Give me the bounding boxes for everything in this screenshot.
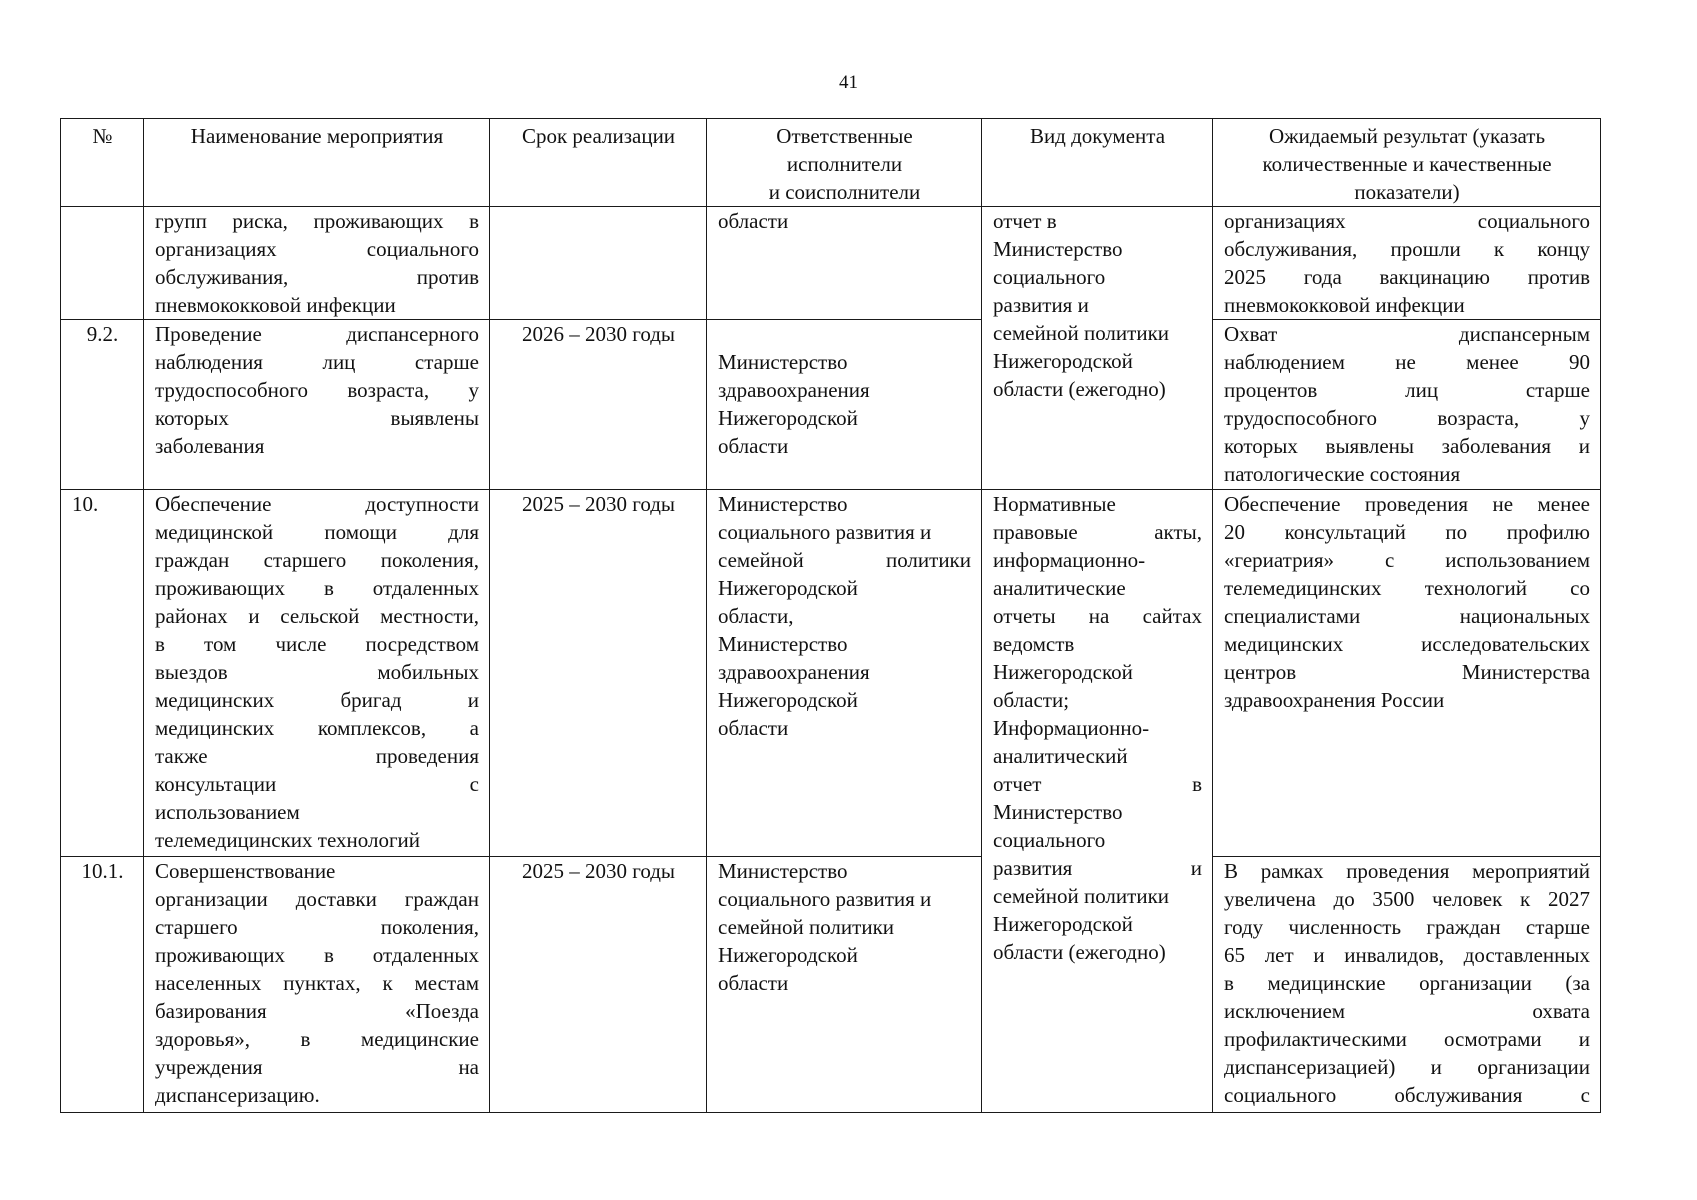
text-line: социального	[993, 265, 1106, 289]
text-line: профилактическими осмотрами и	[1224, 1027, 1590, 1051]
text-line: отчет в	[993, 209, 1057, 233]
text-line: в медицинские организации (за	[1224, 971, 1590, 995]
text-line: трудоспособного возраста, у	[155, 378, 479, 402]
text-line: семейной политики	[993, 884, 1170, 908]
text-line: году численность граждан старше	[1224, 915, 1590, 939]
text-line: также проведения	[155, 744, 479, 768]
text-line: Нижегородской	[718, 576, 858, 600]
text-line: наблюдения лиц старше	[155, 350, 479, 374]
cell-document-type	[982, 207, 1213, 490]
cell-responsible	[707, 320, 982, 490]
text-line: Нормативные	[993, 492, 1116, 516]
header-expected-result	[1213, 119, 1601, 207]
text-line: проживающих в отдаленных	[155, 943, 479, 967]
text-line: Информационно-	[993, 716, 1150, 740]
text-line: области	[718, 716, 789, 740]
cell-measure-name	[144, 320, 490, 490]
text-line: 65 лет и инвалидов, доставленных	[1224, 943, 1590, 967]
header-number: №	[61, 119, 144, 207]
cell-expected-result	[1213, 320, 1601, 490]
text-line: диспансеризацию.	[155, 1083, 320, 1107]
header-term: Срок реализации	[490, 119, 707, 207]
text-line: исключением охвата	[1224, 999, 1590, 1023]
text-line: заболевания	[155, 434, 265, 458]
text-line: области	[718, 971, 789, 995]
header-responsible-line: Ответственные	[776, 124, 913, 148]
text-line: медицинской помощи для	[155, 520, 479, 544]
text-line: области,	[718, 604, 794, 628]
text-line: специалистами национальных	[1224, 604, 1590, 628]
text-line: Министерство	[718, 350, 848, 374]
header-responsible-line: исполнители	[786, 152, 903, 176]
text-line: области;	[993, 688, 1070, 712]
text-line: социального развития и	[718, 887, 932, 911]
text-line: Совершенствование	[155, 859, 336, 883]
text-line: социального развития и	[718, 520, 932, 544]
text-line: семейной политики	[718, 915, 895, 939]
text-line: Министерство	[718, 632, 848, 656]
text-line: Нижегородской	[718, 943, 858, 967]
text-line: здравоохранения	[718, 660, 870, 684]
cell-responsible	[707, 207, 982, 320]
cell-expected-result	[1213, 857, 1601, 1113]
text-line: медицинских бригад и	[155, 688, 479, 712]
text-line: Министерство	[718, 492, 848, 516]
text-line: учреждения на	[155, 1055, 479, 1079]
text-line: Нижегородской	[718, 406, 858, 430]
text-line: социального	[993, 828, 1106, 852]
text-line: Обеспечение доступности	[155, 492, 479, 516]
text-line: области (ежегодно)	[993, 377, 1166, 401]
text-line: наблюдением не менее 90	[1224, 350, 1590, 374]
table-row	[61, 320, 1601, 490]
text-line: Министерство	[993, 800, 1123, 824]
header-result-line: Ожидаемый результат (указать	[1268, 124, 1546, 148]
text-line: проживающих в отдаленных	[155, 576, 479, 600]
text-line: Министерство	[718, 859, 848, 883]
cell-responsible	[707, 490, 982, 857]
text-line: отчеты на сайтах	[993, 604, 1202, 628]
text-line: семейной политики	[993, 321, 1170, 345]
text-line: медицинских исследовательских	[1224, 632, 1590, 656]
cell-expected-result	[1213, 490, 1601, 857]
text-line: аналитические	[993, 576, 1126, 600]
table-header-row	[61, 119, 1601, 207]
text-line: организациях социального	[155, 237, 479, 261]
text-line: Нижегородской	[993, 660, 1133, 684]
cell-number: 10.1.	[61, 857, 144, 1113]
text-line: медицинских комплексов, а	[155, 716, 479, 740]
cell-document-type	[982, 490, 1213, 1113]
cell-number: 10.	[61, 490, 144, 857]
text-line: Нижегородской	[993, 349, 1133, 373]
header-document-type: Вид документа	[982, 119, 1213, 207]
header-measure-name: Наименование мероприятия	[144, 119, 490, 207]
cell-term: 2026 – 2030 годы	[490, 320, 707, 490]
cell-term	[490, 207, 707, 320]
text-line: в том числе посредством	[155, 632, 479, 656]
text-line: правовые акты,	[993, 520, 1202, 544]
text-line: отчет в	[993, 772, 1202, 796]
table-row	[61, 857, 1601, 1113]
cell-measure-name	[144, 490, 490, 857]
text-line: которых выявлены	[155, 406, 479, 430]
text-line: пневмококковой инфекции	[1224, 293, 1465, 317]
header-result-line: показатели)	[1354, 180, 1460, 204]
header-responsible-line: и соисполнители	[768, 180, 921, 204]
cell-responsible	[707, 857, 982, 1113]
text-line: области	[718, 434, 789, 458]
cell-term: 2025 – 2030 годы	[490, 490, 707, 857]
table-row	[61, 207, 1601, 320]
text-line: граждан старшего поколения,	[155, 548, 479, 572]
text-line: аналитический	[993, 744, 1128, 768]
text-line: патологические состояния	[1224, 462, 1461, 486]
text-line: базирования «Поезда	[155, 999, 479, 1023]
text-line: ведомств	[993, 632, 1075, 656]
text-line: Охват диспансерным	[1224, 322, 1590, 346]
cell-expected-result	[1213, 207, 1601, 320]
text-line: В рамках проведения мероприятий	[1224, 859, 1590, 883]
text-line: области	[718, 209, 789, 233]
cell-measure-name	[144, 207, 490, 320]
text-line: районах и сельской местности,	[155, 604, 479, 628]
cell-term: 2025 – 2030 годы	[490, 857, 707, 1113]
text-line: здравоохранения России	[1224, 688, 1445, 712]
page-number: 41	[839, 72, 858, 93]
text-line: 20 консультаций по профилю	[1224, 520, 1590, 544]
text-line: увеличена до 3500 человек к 2027	[1224, 887, 1590, 911]
table-row	[61, 490, 1601, 857]
text-line: Министерство	[993, 237, 1123, 261]
text-line: Проведение диспансерного	[155, 322, 479, 346]
text-line: Нижегородской	[993, 912, 1133, 936]
text-line: групп риска, проживающих в	[155, 209, 479, 233]
text-line: семейной политики	[718, 548, 971, 572]
text-line: здоровья», в медицинские	[155, 1027, 479, 1051]
text-line: старшего поколения,	[155, 915, 479, 939]
header-responsible	[707, 119, 982, 207]
text-line: здравоохранения	[718, 378, 870, 402]
text-line: «гериатрия» с использованием	[1224, 548, 1590, 572]
text-line: трудоспособного возраста, у	[1224, 406, 1590, 430]
text-line: социального обслуживания с	[1224, 1083, 1590, 1107]
text-line: консультации с	[155, 772, 479, 796]
text-line: использованием	[155, 800, 300, 824]
text-line: пневмококковой инфекции	[155, 293, 396, 317]
text-line: развития и	[993, 856, 1202, 880]
text-line: центров Министерства	[1224, 660, 1590, 684]
text-line: диспансеризацией) и организации	[1224, 1055, 1590, 1079]
text-line: 2025 года вакцинацию против	[1224, 265, 1590, 289]
text-line: телемедицинских технологий со	[1224, 576, 1590, 600]
cell-number	[61, 207, 144, 320]
text-line: которых выявлены заболевания и	[1224, 434, 1590, 458]
text-line: населенных пунктах, к местам	[155, 971, 479, 995]
cell-measure-name	[144, 857, 490, 1113]
text-line: телемедицинских технологий	[155, 828, 421, 852]
text-line: процентов лиц старше	[1224, 378, 1590, 402]
measures-table	[60, 118, 1601, 1113]
text-line: информационно-	[993, 548, 1146, 572]
text-line: Нижегородской	[718, 688, 858, 712]
text-line: выездов мобильных	[155, 660, 479, 684]
text-line: обслуживания, прошли к концу	[1224, 237, 1590, 261]
text-line: организации доставки граждан	[155, 887, 479, 911]
text-line: Обеспечение проведения не менее	[1224, 492, 1590, 516]
text-line: области (ежегодно)	[993, 940, 1166, 964]
header-result-line: количественные и качественные	[1262, 152, 1552, 176]
text-line: развития и	[993, 293, 1089, 317]
cell-number: 9.2.	[61, 320, 144, 490]
text-line: обслуживания, против	[155, 265, 479, 289]
text-line: организациях социального	[1224, 209, 1590, 233]
